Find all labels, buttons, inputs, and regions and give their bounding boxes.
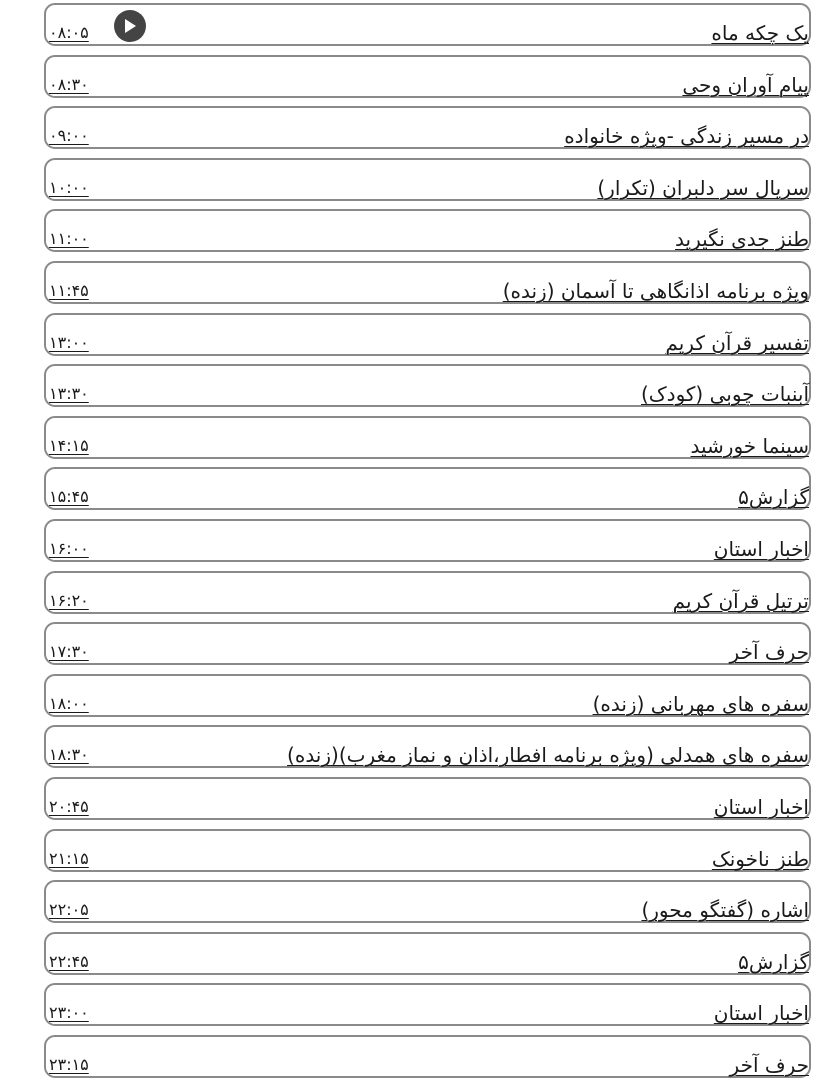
schedule-row[interactable]: [44, 3, 811, 46]
program-title: اخبار استان: [713, 794, 809, 819]
program-time: ۱۶:۲۰: [49, 590, 89, 610]
schedule-row[interactable]: [44, 55, 811, 98]
schedule-row[interactable]: [44, 674, 811, 717]
program-title: طنز جدی نگیرید: [675, 227, 809, 252]
play-button[interactable]: [114, 10, 146, 42]
program-time: ۲۲:۰۵: [49, 900, 89, 920]
program-title: گزارش۵: [738, 485, 809, 510]
schedule-row[interactable]: [44, 829, 811, 872]
schedule-row[interactable]: [44, 416, 811, 459]
program-title: سفره های مهربانی (زنده): [592, 691, 809, 716]
program-time: ۱۸:۰۰: [49, 693, 89, 713]
program-title: گزارش۵: [738, 949, 809, 974]
program-time: ۱۰:۰۰: [49, 177, 89, 197]
schedule-row[interactable]: [44, 519, 811, 562]
schedule-row[interactable]: [44, 467, 811, 510]
program-time: ۱۷:۳۰: [49, 642, 89, 662]
program-title: آبنبات چوبی (کودک): [640, 382, 809, 407]
program-title: اخبار استان: [713, 536, 809, 561]
program-time: ۱۸:۳۰: [49, 745, 89, 765]
schedule-row[interactable]: [44, 725, 811, 768]
program-time: ۱۱:۰۰: [49, 229, 89, 249]
program-title: اخبار استان: [713, 1001, 809, 1026]
schedule-row[interactable]: [44, 880, 811, 923]
program-title: طنز ناخونک: [711, 846, 809, 871]
schedule-row[interactable]: [44, 983, 811, 1026]
program-time: ۰۸:۳۰: [49, 74, 89, 94]
schedule-row[interactable]: [44, 261, 811, 304]
program-time: ۱۳:۳۰: [49, 384, 89, 404]
schedule-row[interactable]: [44, 622, 811, 665]
program-title: پیام آوران وحی: [682, 72, 809, 97]
program-time: ۲۰:۴۵: [49, 796, 89, 816]
program-time: ۰۸:۰۵: [49, 23, 89, 42]
schedule-row[interactable]: [44, 313, 811, 356]
program-time: ۱۵:۴۵: [49, 487, 89, 507]
program-title: اشاره (گفتگو محور): [641, 898, 809, 923]
program-title: حرف آخر: [729, 640, 809, 665]
program-time: ۲۲:۴۵: [49, 951, 89, 971]
program-time: ۰۹:۰۰: [49, 126, 89, 146]
schedule-row[interactable]: [44, 777, 811, 820]
program-title: سریال سر دلبران (تکرار): [597, 175, 809, 200]
schedule-row[interactable]: [44, 571, 811, 614]
play-icon: [123, 18, 137, 34]
program-time: ۲۳:۱۵: [49, 1054, 89, 1074]
program-title: تفسیر قرآن کریم: [665, 330, 809, 355]
schedule-row[interactable]: [44, 158, 811, 201]
program-title: سینما خورشید: [690, 433, 809, 458]
program-time: ۱۱:۴۵: [49, 280, 89, 300]
program-time: ۱۴:۱۵: [49, 435, 89, 455]
program-title: سفره های همدلی (ویژه برنامه افطار،اذان و نماز مغرب)(زنده): [287, 743, 809, 768]
program-time: ۱۶:۰۰: [49, 538, 89, 558]
schedule-row[interactable]: [44, 364, 811, 407]
schedule-row[interactable]: [44, 932, 811, 975]
schedule-row[interactable]: [44, 106, 811, 149]
program-title: در مسیر زندگی -ویژه خانواده: [564, 124, 809, 149]
program-time: ۱۳:۰۰: [49, 332, 89, 352]
schedule-row[interactable]: [44, 1035, 811, 1078]
program-schedule: [44, 3, 811, 1086]
program-title: حرف آخر: [729, 1052, 809, 1077]
schedule-row[interactable]: [44, 209, 811, 252]
program-time: ۲۳:۰۰: [49, 1003, 89, 1023]
program-title: ترتیل قرآن کریم: [672, 588, 809, 613]
program-title: یک چکه ماه: [711, 21, 809, 45]
program-title: ویژه برنامه اذانگاهی تا آسمان (زنده): [502, 278, 809, 303]
program-time: ۲۱:۱۵: [49, 848, 89, 868]
